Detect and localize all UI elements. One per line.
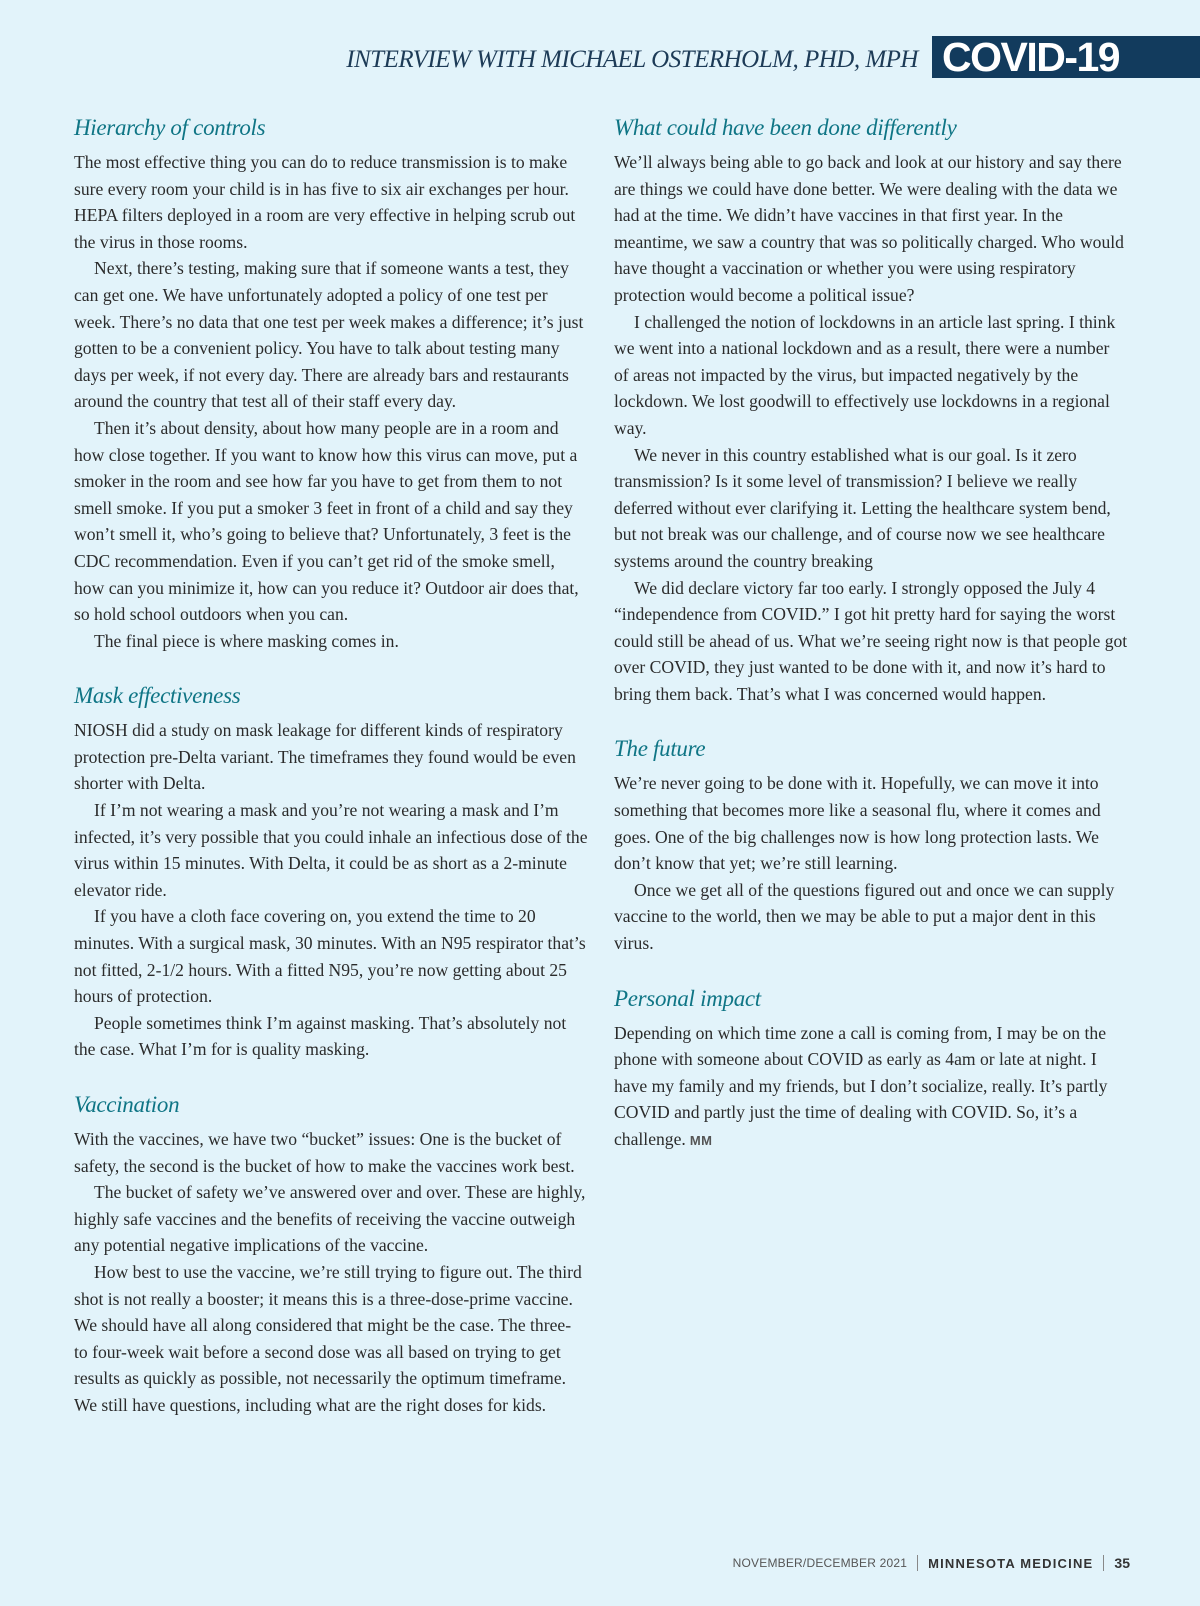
paragraph: Once we get all of the questions figured out and once we can supply vaccine to the world, then we may be able to put a major dent in this virus. — [614, 879, 1115, 954]
section-heading: Personal impact — [614, 985, 761, 1011]
footer-divider — [917, 1555, 918, 1571]
paragraph: How best to use the vaccine, we’re still trying to figure out. The third shot is not really a booster; it means this is a three-dose-prime vaccine. We should have all along considered that might be the case. The three- to four-week wait before a second dose was all based on trying to get results as quickly as possible, not necessarily the optimum timeframe. We still have questions, including what are the right doses for kids. — [74, 1261, 582, 1415]
section-mask-effectiveness — [74, 678, 588, 1063]
article-title: INTERVIEW WITH MICHAEL OSTERHOLM, PHD, MPH — [346, 46, 918, 73]
paragraph: We did declare victory far too early. I strongly opposed the July 4 “independence from COVID.” I got hit pretty hard for saying the worst could still be ahead of us. What we’re seeing right now is that people got over COVID, they just wanted to be done with it, and now it’s hard to bring them back. That’s what I was concerned would happen. — [614, 577, 1128, 704]
section-heading: The future — [614, 736, 706, 762]
end-mark: MM — [689, 1133, 713, 1148]
section-heading: What could have been done differently — [614, 115, 957, 140]
paragraph: The bucket of safety we’ve answered over and over. These are highly, highly safe vaccines and the benefits of receiving the vaccine outweigh any potential negative implications of the vaccine. — [74, 1182, 586, 1256]
paragraph: I challenged the notion of lockdowns in an article last spring. I think we went into a national lockdown and as a result, there were a number of areas not impacted by the virus, but impacted negatively by the lockdown. We lost goodwill to effectively use lockdowns in a regional way. — [614, 311, 1116, 438]
paragraph: The final piece is where masking comes in. — [94, 630, 399, 651]
section-hierarchy-of-controls — [74, 110, 588, 654]
paragraph: If I’m not wearing a mask and you’re not wearing a mask and I’m infected, it’s very possible that you could inhale an infectious dose of the virus within 15 minutes. With Delta, it could be as short as a 2-minute elevator ride. — [74, 800, 588, 900]
page-header — [0, 36, 1200, 80]
paragraph: NIOSH did a study on mask leakage for different kinds of respiratory protection pre-Delta variant. The timeframes they found would be even shorter with Delta. — [74, 720, 576, 794]
left-column — [74, 110, 588, 1443]
page-footer — [733, 1555, 1130, 1571]
section-badge-label: COVID-19 — [942, 34, 1120, 80]
paragraph-text: Depending on which time zone a call is coming from, I may be on the phone with someone about COVID as early as 4am or late at night. I have my family and my friends, but I don’t socialize, really. It’s partly COVID and partly just the time of dealing with COVID. So, it’s a challenge. — [614, 1022, 1108, 1149]
paragraph: We never in this country established what is our goal. Is it zero transmission? Is it some level of transmission? I believe we really deferred without ever clarifying it. Letting the healthcare system bend, but not break was our challenge, and of course now we see healthcare systems around the country breaking — [614, 444, 1111, 571]
paragraph: Next, there’s testing, making sure that if someone wants a test, they can get one. We have unfortunately adopted a policy of one test per week. There’s no data that one test per week makes a difference; it’s just gotten to be a convenient policy. You have to talk about testing many days per week, if not every day. There are already bars and restaurants around the country that test all of their staff every day. — [74, 258, 584, 412]
section-heading: Mask effectiveness — [74, 683, 241, 709]
section-vaccination — [74, 1087, 588, 1419]
section-badge — [932, 36, 1200, 78]
paragraph: The most effective thing you can do to reduce transmission is to make sure every room your child is in has five to six air exchanges per hour. HEPA filters deployed in a room are very effective in helping scrub out the virus in those rooms. — [74, 152, 576, 252]
section-heading: Hierarchy of controls — [74, 115, 266, 140]
section-personal-impact — [614, 981, 1128, 1155]
footer-divider — [1103, 1555, 1104, 1571]
paragraph: If you have a cloth face covering on, you extend the time to 20 minutes. With a surgical mask, 30 minutes. With an N95 respirator that’s not fitted, 2-1/2 hours. With a fitted N95, you’re now getting about 25 hours of protection. — [74, 906, 586, 1007]
magazine-name: MINNESOTA MEDICINE — [928, 1555, 1094, 1571]
paragraph — [614, 1020, 1128, 1155]
paragraph: We’re never going to be done with it. Hopefully, we can move it into something that becomes more like a seasonal flu, where it comes and goes. One of the big challenges now is how long protection lasts. We don’t know that yet; we’re still learning. — [614, 773, 1101, 874]
right-column — [614, 110, 1128, 1179]
issue-date: NOVEMBER/DECEMBER 2021 — [732, 1556, 908, 1570]
section-what-could-have-been-done-differently — [614, 110, 1128, 707]
page-number: 35 — [1114, 1555, 1130, 1571]
paragraph: Then it’s about density, about how many people are in a room and how close together. If you want to know how this virus can move, put a smoker in the room and see how far you have to get from them to not smell smoke. If you put a smoker 3 feet in front of a child and say they won’t smell it, who’s going to believe that? Unfortunately, 3 feet is the CDC recommendation. Even if you can’t get rid of the smoke smell, how can you minimize it, how can you reduce it? Outdoor air does that, so hold school outdoors when you can. — [74, 417, 579, 625]
section-heading: Vaccination — [74, 1092, 180, 1117]
paragraph: People sometimes think I’m against masking. That’s absolutely not the case. What I’m for is quality masking. — [74, 1012, 567, 1060]
paragraph: With the vaccines, we have two “bucket” issues: One is the bucket of safety, the second is the bucket of how to make the vaccines work best. — [74, 1129, 575, 1176]
paragraph: We’ll always being able to go back and look at our history and say there are things we could have done better. We were dealing with the data we had at the time. We didn’t have vaccines in that first year. In the meantime, we saw a country that was so politically charged. Who would have thought a vaccination or whether you were using respiratory protection would become a political issue? — [614, 152, 1124, 305]
section-the-future — [614, 731, 1128, 956]
